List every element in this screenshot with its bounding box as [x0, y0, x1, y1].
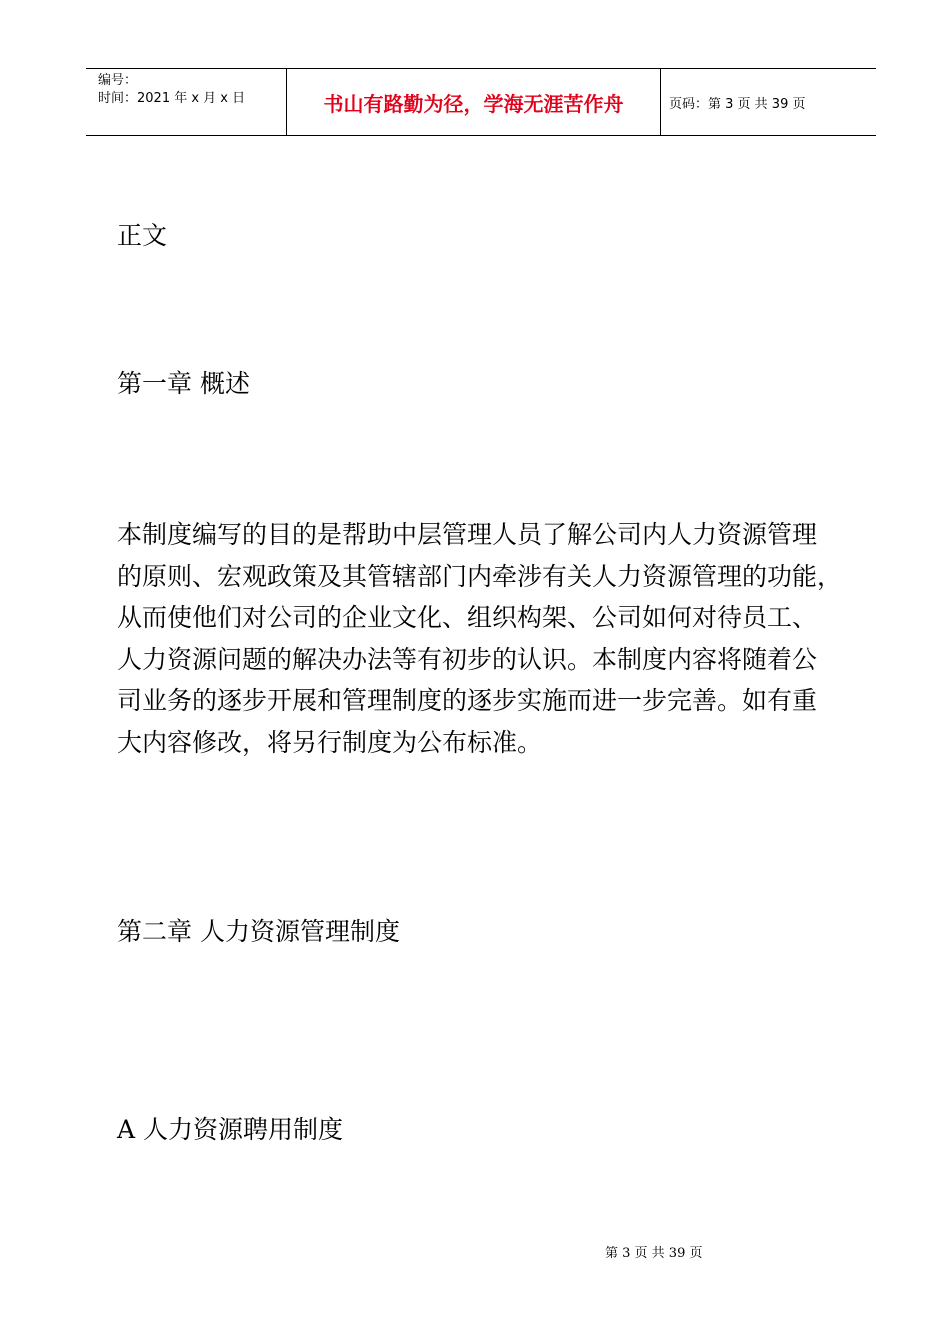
header-meta-cell — [86, 69, 287, 135]
document-time-label: 时间：2021 年 x 月 x 日 — [98, 91, 246, 106]
header-motto: 书山有路勤为径，学海无涯苦作舟 — [287, 69, 661, 135]
paragraph-line: 司业务的逐步开展和管理制度的逐步实施而进一步完善。如有重 — [117, 686, 818, 715]
document-header — [86, 68, 876, 136]
paragraph-line: 大内容修改，将另行制度为公布标准。 — [117, 727, 543, 757]
page-footer: 第 3 页 共 39 页 — [605, 1246, 703, 1261]
chapter-2-title: 第二章 人力资源管理制度 — [117, 917, 400, 946]
section-label-body: 正文 — [117, 221, 168, 250]
document-number-label: 编号： — [98, 73, 138, 88]
header-page-info: 页码：第 3 页 共 39 页 — [669, 96, 806, 112]
paragraph-line: 从而使他们对公司的企业文化、组织构架、公司如何对待员工、 — [117, 603, 818, 632]
overview-paragraph — [117, 514, 842, 763]
chapter-1-title: 第一章 概述 — [117, 369, 250, 398]
paragraph-line: 的原则、宏观政策及其管辖部门内牵涉有关人力资源管理的功能， — [117, 561, 843, 591]
paragraph-line: 人力资源问题的解决办法等有初步的认识。本制度内容将随着公 — [117, 644, 818, 674]
paragraph-line: 本制度编写的目的是帮助中层管理人员了解公司内人力资源管理 — [117, 520, 818, 549]
section-a-title: A 人力资源聘用制度 — [117, 1115, 344, 1144]
